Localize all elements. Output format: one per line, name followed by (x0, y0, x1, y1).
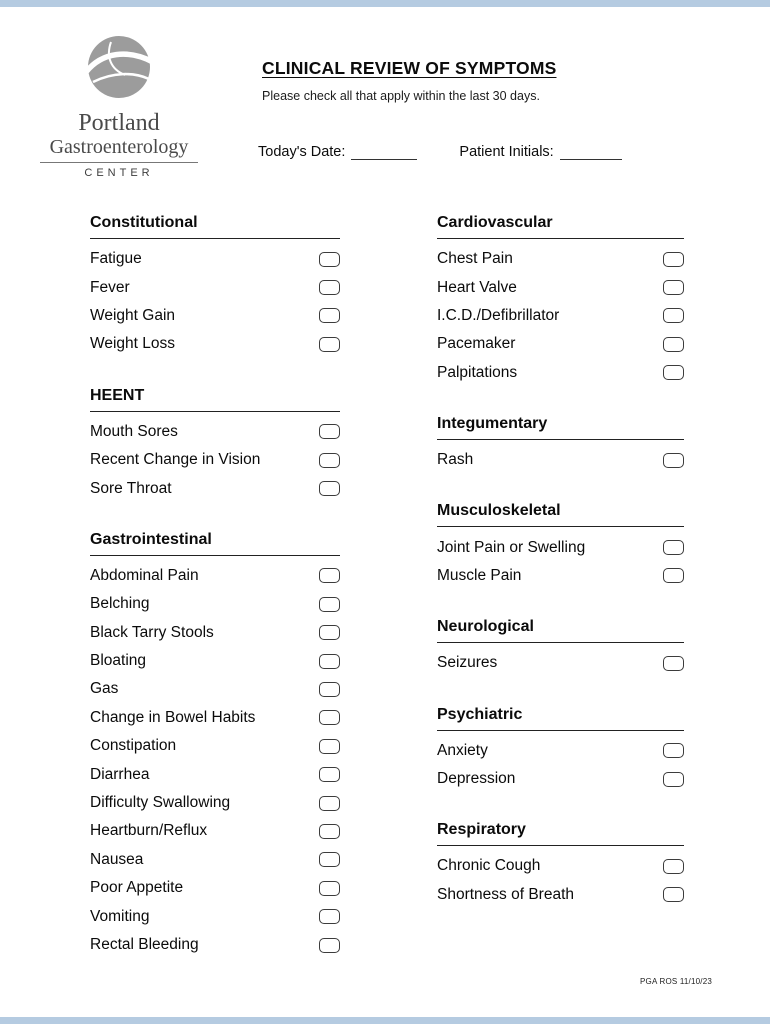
section-title: Integumentary (437, 415, 684, 440)
symptom-label: Chronic Cough (437, 857, 541, 875)
symptom-row (90, 931, 340, 959)
symptom-checkbox[interactable] (663, 540, 684, 555)
symptom-section (437, 214, 684, 387)
symptom-row (90, 704, 340, 732)
symptom-checkbox[interactable] (319, 767, 340, 782)
symptom-checkbox[interactable] (319, 909, 340, 924)
section-title: Cardiovascular (437, 214, 684, 239)
symptom-checkbox[interactable] (319, 938, 340, 953)
symptom-label: Anxiety (437, 741, 488, 759)
symptom-checkbox[interactable] (319, 654, 340, 669)
symptom-section (437, 415, 684, 474)
symptom-row (90, 562, 340, 590)
page-title: CLINICAL REVIEW OF SYMPTOMS (262, 58, 557, 78)
symptom-label: Poor Appetite (90, 879, 184, 897)
symptom-row (90, 817, 340, 845)
symptom-row (90, 245, 340, 273)
symptom-label: Heart Valve (437, 278, 517, 296)
symptom-checkbox[interactable] (663, 743, 684, 758)
symptom-row (90, 302, 340, 330)
symptom-checkbox[interactable] (319, 881, 340, 896)
section-title: HEENT (90, 387, 340, 412)
symptom-row (90, 874, 340, 902)
date-initials-row (258, 144, 622, 160)
symptom-label: Belching (90, 595, 150, 613)
symptom-section (437, 821, 684, 909)
symptom-label: I.C.D./Defibrillator (437, 306, 560, 324)
symptom-label: Gas (90, 680, 119, 698)
symptom-label: Chest Pain (437, 250, 513, 268)
symptom-label: Shortness of Breath (437, 885, 574, 903)
symptom-label: Joint Pain or Swelling (437, 538, 586, 556)
symptom-section (437, 618, 684, 677)
symptom-checkbox[interactable] (663, 887, 684, 902)
symptom-row (437, 446, 684, 474)
symptom-row (437, 245, 684, 273)
symptom-checkbox[interactable] (663, 337, 684, 352)
symptom-checkbox[interactable] (663, 308, 684, 323)
symptoms-column-right (437, 214, 684, 937)
symptom-label: Difficulty Swallowing (90, 794, 231, 812)
symptom-checkbox[interactable] (319, 597, 340, 612)
symptom-row (90, 619, 340, 647)
symptom-label: Fever (90, 278, 130, 296)
symptom-label: Constipation (90, 737, 177, 755)
symptom-row (90, 846, 340, 874)
symptom-row (90, 902, 340, 930)
symptom-label: Diarrhea (90, 765, 150, 783)
symptom-row (437, 330, 684, 358)
symptom-checkbox[interactable] (663, 365, 684, 380)
patient-initials-field[interactable] (560, 145, 622, 160)
section-title: Musculoskeletal (437, 502, 684, 527)
symptom-label: Abdominal Pain (90, 566, 199, 584)
page-subtitle: Please check all that apply within the last 30 days. (262, 89, 540, 103)
symptom-checkbox[interactable] (663, 453, 684, 468)
symptom-label: Weight Gain (90, 306, 176, 324)
symptom-label: Vomiting (90, 907, 150, 925)
symptom-checkbox[interactable] (319, 710, 340, 725)
symptom-row (437, 533, 684, 561)
top-accent-bar (0, 0, 770, 7)
symptom-row (437, 359, 684, 387)
symptom-label: Recent Change in Vision (90, 451, 261, 469)
symptom-label: Bloating (90, 652, 147, 670)
symptom-row (437, 562, 684, 590)
clinic-logo (40, 34, 198, 179)
symptom-label: Sore Throat (90, 479, 172, 497)
symptom-label: Depression (437, 770, 516, 788)
bottom-accent-bar (0, 1017, 770, 1024)
symptom-checkbox[interactable] (319, 308, 340, 323)
symptom-row (437, 881, 684, 909)
symptom-checkbox[interactable] (319, 481, 340, 496)
symptom-label: Rash (437, 451, 474, 469)
symptom-row (90, 273, 340, 301)
symptom-label: Seizures (437, 654, 498, 672)
symptom-checkbox[interactable] (319, 739, 340, 754)
symptom-row (90, 675, 340, 703)
symptom-checkbox[interactable] (663, 568, 684, 583)
symptom-checkbox[interactable] (319, 252, 340, 267)
symptom-row (90, 789, 340, 817)
section-title: Constitutional (90, 214, 340, 239)
symptom-section (90, 214, 340, 359)
section-title: Neurological (437, 618, 684, 643)
symptom-row (90, 418, 340, 446)
symptom-row (90, 446, 340, 474)
todays-date-field[interactable] (351, 145, 417, 160)
symptom-label: Change in Bowel Habits (90, 708, 256, 726)
symptom-checkbox[interactable] (663, 656, 684, 671)
form-code: PGA ROS 11/10/23 (640, 977, 712, 986)
symptoms-column-left (90, 214, 340, 987)
symptom-checkbox[interactable] (319, 682, 340, 697)
symptom-checkbox[interactable] (663, 772, 684, 787)
clinic-name-line1: Portland (78, 110, 160, 136)
symptom-checkbox[interactable] (663, 280, 684, 295)
symptom-section (437, 502, 684, 590)
symptom-checkbox[interactable] (663, 859, 684, 874)
symptom-label: Mouth Sores (90, 422, 178, 440)
clinic-name-line3: CENTER (84, 167, 154, 180)
symptom-checkbox[interactable] (319, 337, 340, 352)
symptom-row (90, 647, 340, 675)
symptom-row (90, 474, 340, 502)
symptom-section (90, 531, 340, 959)
title-block (262, 58, 557, 103)
symptom-label: Heartburn/Reflux (90, 822, 208, 840)
symptom-checkbox[interactable] (319, 625, 340, 640)
symptom-row (437, 737, 684, 765)
symptom-label: Muscle Pain (437, 566, 522, 584)
symptom-row (437, 765, 684, 793)
symptom-checkbox[interactable] (319, 796, 340, 811)
symptom-label: Weight Loss (90, 335, 176, 353)
section-title: Gastrointestinal (90, 531, 340, 556)
symptom-checkbox[interactable] (319, 824, 340, 839)
symptom-checkbox[interactable] (319, 852, 340, 867)
symptom-label: Nausea (90, 850, 144, 868)
symptom-row (90, 732, 340, 760)
symptom-label: Palpitations (437, 363, 518, 381)
symptom-section (437, 706, 684, 794)
symptom-row (90, 760, 340, 788)
symptom-checkbox[interactable] (319, 424, 340, 439)
symptom-row (437, 302, 684, 330)
todays-date-label: Today's Date: (258, 144, 346, 160)
symptom-row (437, 852, 684, 880)
symptom-checkbox[interactable] (319, 453, 340, 468)
symptom-checkbox[interactable] (319, 280, 340, 295)
section-title: Psychiatric (437, 706, 684, 731)
symptom-label: Pacemaker (437, 335, 516, 353)
symptom-row (437, 273, 684, 301)
symptom-label: Fatigue (90, 250, 142, 268)
symptom-checkbox[interactable] (319, 568, 340, 583)
symptom-label: Rectal Bleeding (90, 936, 199, 953)
swirl-leaf-icon (40, 34, 198, 105)
symptom-checkbox[interactable] (663, 252, 684, 267)
symptom-row (437, 649, 684, 677)
patient-initials-label: Patient Initials: (459, 144, 554, 160)
symptom-section (90, 387, 340, 503)
symptom-row (90, 590, 340, 618)
symptom-label: Black Tarry Stools (90, 623, 214, 641)
section-title: Respiratory (437, 821, 684, 846)
symptom-row (90, 330, 340, 358)
clinic-name-line2: Gastroenterology (40, 136, 198, 163)
